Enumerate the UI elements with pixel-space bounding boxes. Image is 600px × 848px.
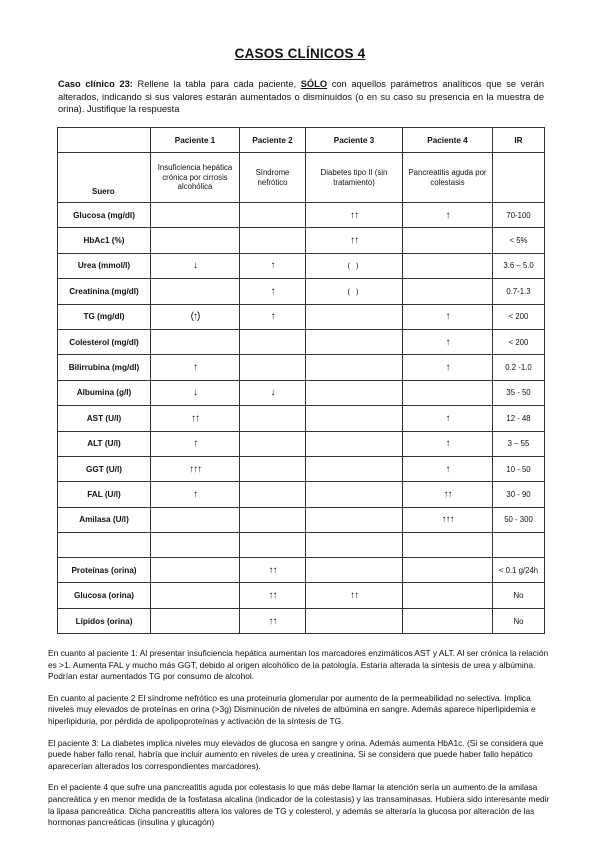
patient-value-cell: ↓ <box>151 380 240 405</box>
intro-text-after: con aquellos parámetros analíticos que se verán alterados, indicando si sus valores estarán aumentados o disminuidos (o en su caso su presencia en la muestra de orina). Justifique la respuesta <box>58 79 544 115</box>
empty-cell <box>58 533 151 558</box>
patient-value-cell <box>240 355 306 380</box>
patient-value-cell <box>403 583 493 608</box>
patient-value-cell: ↑ <box>240 304 306 329</box>
parameter-label: ALT (U/l) <box>58 431 151 456</box>
patient-value-cell: ↑↑ <box>240 608 306 633</box>
patient-value-cell <box>240 406 306 431</box>
case-intro <box>58 78 544 116</box>
patient-value-cell <box>403 558 493 583</box>
reference-range: < 5% <box>493 228 545 253</box>
parameter-label: Proteínas (orina) <box>58 558 151 583</box>
patient-value-cell: ↑ <box>403 329 493 354</box>
patient-value-cell <box>240 228 306 253</box>
table-row <box>58 507 545 532</box>
parameter-label: Urea (mmol/l) <box>58 253 151 278</box>
table-row <box>58 279 545 304</box>
explanation-paragraph: En cuanto al paciente 1: Al presentar insuficiencia hepática aumentan los marcadores enzimáticos AST y ALT. Al ser crónica la relación es >1. Aumenta FAL y mucho más GGT, debido al origen alcohólico de la patología. Estaría alterada la síntesis de urea y albúmina. Podrían estar aumentados TG por consumo de alcohol. <box>48 648 549 682</box>
table-row <box>58 304 545 329</box>
explanation-notes <box>48 648 551 839</box>
patient-value-cell <box>306 304 403 329</box>
explanation-paragraph: En el paciente 4 que sufre una pancreatitis aguda por colestasis lo que más debe llamar la atención sería un aumento de la amilasa pancreática y en menor medida de la fosfatasa alcalina (indicador de la colestasis) y las transaminasas. Hubiera sido interesante medir la lipasa pancreática. Dicha pancreatitis altera los valores de TG y colesterol, y además se alteraría la glucosa por alteración de las hormonas pancreáticas (insulina y glucagón) <box>48 782 550 828</box>
column-header: Paciente 4 <box>403 128 493 153</box>
patient-value-cell <box>306 456 403 481</box>
patient-value-cell <box>240 203 306 228</box>
empty-cell <box>306 533 403 558</box>
reference-range: < 200 <box>493 304 545 329</box>
patient-description: Síndrome nefrótico <box>240 153 306 203</box>
reference-range: 0.2 -1.0 <box>493 355 545 380</box>
explanation-paragraph: El paciente 3: La diabetes implica niveles muy elevados de glucosa en sangre y orina. Además aumenta HbA1c. (Si se considera que puede haber fallo renal, habría que incluir aumento en niveles de urea y creatinina. Si se considera que puede haber fallo hepático aparecerían alterados los correspondientes marcadores). <box>48 737 544 771</box>
patient-description: Diabetes tipo II (sin tratamiento) <box>306 153 403 203</box>
row-header-suero: Suero <box>58 153 151 203</box>
parameter-label: Amilasa (U/l) <box>58 507 151 532</box>
parameter-label: FAL (U/l) <box>58 482 151 507</box>
intro-text-before: Rellene la tabla para cada paciente, <box>132 79 301 89</box>
patient-value-cell <box>151 507 240 532</box>
column-header: Paciente 2 <box>240 128 306 153</box>
table-row <box>58 558 545 583</box>
patient-value-cell: ( ) <box>306 253 403 278</box>
table-row <box>58 329 545 354</box>
table-row <box>58 608 545 633</box>
patient-value-cell <box>151 203 240 228</box>
patient-value-cell <box>306 355 403 380</box>
patient-value-cell: (↑) <box>151 304 240 329</box>
patient-value-cell <box>151 228 240 253</box>
patient-value-cell <box>306 558 403 583</box>
patient-value-cell <box>403 380 493 405</box>
patient-value-cell <box>151 329 240 354</box>
lab-values-table <box>57 127 545 634</box>
parameter-label: Bilirrubina (mg/dl) <box>58 355 151 380</box>
table-row <box>58 253 545 278</box>
reference-range: 30 - 90 <box>493 482 545 507</box>
parameter-label: Lípidos (orina) <box>58 608 151 633</box>
patient-value-cell <box>306 406 403 431</box>
patient-value-cell: ↑ <box>151 431 240 456</box>
patient-value-cell <box>151 279 240 304</box>
patient-value-cell: ↑ <box>151 482 240 507</box>
parameter-label: Creatinina (mg/dl) <box>58 279 151 304</box>
patient-value-cell <box>240 507 306 532</box>
table-row <box>58 406 545 431</box>
patient-value-cell <box>151 558 240 583</box>
reference-range: No <box>493 608 545 633</box>
patient-value-cell <box>240 329 306 354</box>
patient-value-cell: ↑ <box>403 406 493 431</box>
patient-value-cell <box>240 431 306 456</box>
reference-range: 3 – 55 <box>493 431 545 456</box>
reference-range: < 200 <box>493 329 545 354</box>
table-row <box>58 456 545 481</box>
patient-value-cell: ↑ <box>403 431 493 456</box>
parameter-label: AST (U/l) <box>58 406 151 431</box>
column-header: Paciente 1 <box>151 128 240 153</box>
reference-range: 12 - 48 <box>493 406 545 431</box>
page-title: CASOS CLÍNICOS 4 <box>234 46 366 61</box>
patient-value-cell: ↑ <box>403 203 493 228</box>
table-row <box>58 482 545 507</box>
reference-range: No <box>493 583 545 608</box>
explanation-paragraph: En cuanto al paciente 2 El síndrome nefrótico es una proteinuria glomerular por aumento de la permeabilidad no selectiva. Implica niveles muy elevados de proteínas en orina (>3g) Disminución de niveles de albúmina en sangre. Además aparece hiperlipidemia e hiperlipiduria, por pérdida de apolipoproteínas y activación de la síntesis de TG. <box>48 692 536 726</box>
patient-value-cell: ↑ <box>240 279 306 304</box>
parameter-label: Albumina (g/l) <box>58 380 151 405</box>
patient-value-cell <box>403 608 493 633</box>
parameter-label: TG (mg/dl) <box>58 304 151 329</box>
patient-value-cell <box>306 329 403 354</box>
reference-range: 70-100 <box>493 203 545 228</box>
patient-value-cell <box>306 507 403 532</box>
patient-value-cell <box>403 228 493 253</box>
separator-row <box>58 533 545 558</box>
parameter-label: Glucosa (orina) <box>58 583 151 608</box>
patient-value-cell: ↑ <box>403 456 493 481</box>
table-row <box>58 583 545 608</box>
reference-range: 35 - 50 <box>493 380 545 405</box>
patient-value-cell: ↑ <box>403 304 493 329</box>
patient-value-cell: ↑ <box>240 253 306 278</box>
patient-value-cell: ↑↑ <box>306 203 403 228</box>
column-header: IR <box>493 128 545 153</box>
reference-range: 3.6 – 5.0 <box>493 253 545 278</box>
patient-value-cell: ↑↑ <box>151 406 240 431</box>
patient-value-cell <box>306 431 403 456</box>
table-row <box>58 380 545 405</box>
empty-cell <box>403 533 493 558</box>
parameter-label: Colesterol (mg/dl) <box>58 329 151 354</box>
column-header: Paciente 3 <box>306 128 403 153</box>
reference-range: 0.7-1.3 <box>493 279 545 304</box>
patient-value-cell: ↑↑↑ <box>403 507 493 532</box>
table-row <box>58 355 545 380</box>
patient-value-cell <box>306 380 403 405</box>
parameter-label: GGT (U/l) <box>58 456 151 481</box>
patient-value-cell: ↑↑ <box>240 558 306 583</box>
patient-value-cell: ↑↑ <box>306 228 403 253</box>
patient-value-cell <box>151 608 240 633</box>
case-label: Caso clínico 23: <box>58 79 133 89</box>
patient-value-cell <box>240 482 306 507</box>
empty-cell <box>151 533 240 558</box>
reference-range: < 0.1 g/24h <box>493 558 545 583</box>
corner-cell <box>58 128 151 153</box>
empty-cell <box>240 533 306 558</box>
patient-value-cell: ↑↑↑ <box>151 456 240 481</box>
patient-value-cell <box>306 482 403 507</box>
reference-range: 10 - 50 <box>493 456 545 481</box>
parameter-label: Glucosa (mg/dl) <box>58 203 151 228</box>
patient-value-cell <box>306 608 403 633</box>
table-row <box>58 203 545 228</box>
empty-cell <box>493 533 545 558</box>
patient-value-cell <box>403 279 493 304</box>
patient-value-cell: ↑↑ <box>306 583 403 608</box>
patient-value-cell <box>240 456 306 481</box>
patient-value-cell: ↑ <box>151 355 240 380</box>
patient-description: Insuficiencia hepática crónica por cirrosis alcohólica <box>151 153 240 203</box>
intro-emphasis: SÓLO <box>300 79 328 89</box>
patient-value-cell: ( ) <box>306 279 403 304</box>
patient-description-row <box>58 153 545 203</box>
patient-value-cell: ↑↑ <box>403 482 493 507</box>
patient-value-cell: ↓ <box>240 380 306 405</box>
table-row <box>58 228 545 253</box>
patient-description: Pancreatitis aguda por colestasis <box>403 153 493 203</box>
patient-value-cell <box>151 583 240 608</box>
patient-description <box>493 153 545 203</box>
column-header-row <box>58 128 545 153</box>
patient-value-cell: ↑ <box>403 355 493 380</box>
patient-value-cell: ↓ <box>151 253 240 278</box>
parameter-label: HbAc1 (%) <box>58 228 151 253</box>
patient-value-cell: ↑↑ <box>240 583 306 608</box>
patient-value-cell <box>403 253 493 278</box>
table-row <box>58 431 545 456</box>
reference-range: 50 - 300 <box>493 507 545 532</box>
